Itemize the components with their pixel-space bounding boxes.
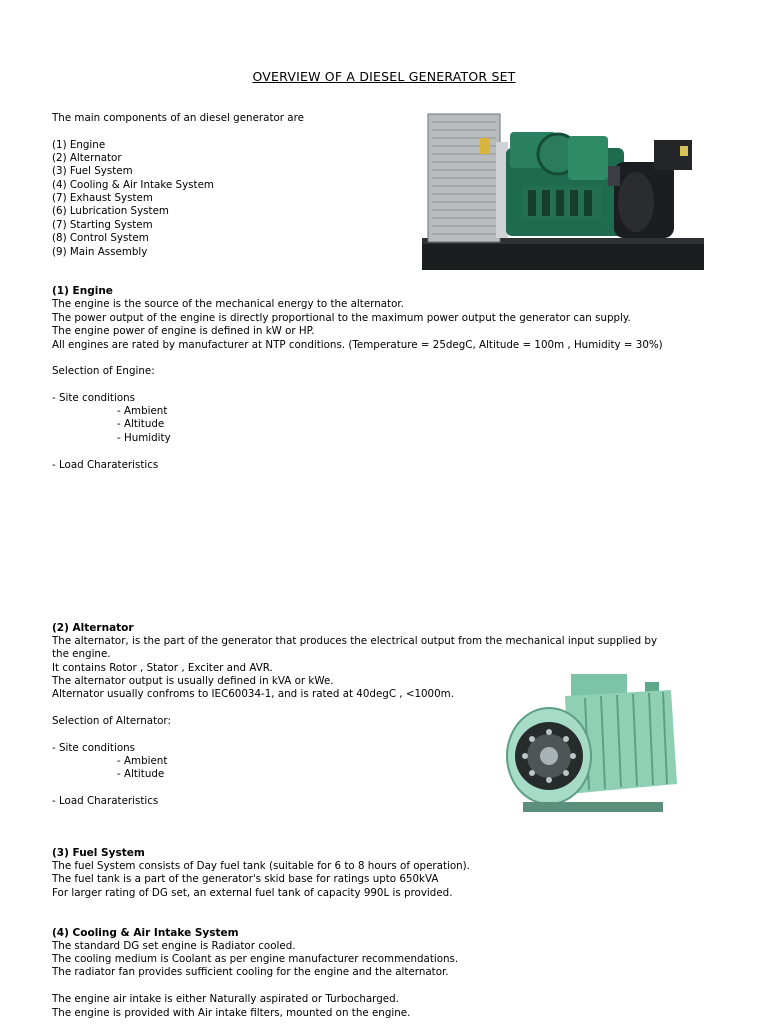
fuel-text: The fuel tank is a part of the generator's skid base for ratings upto 650kVA (52, 873, 439, 885)
alternator-load: - Load Charateristics (52, 795, 159, 807)
alternator-ambient: - Ambient (117, 755, 168, 767)
component-item: (4) Cooling & Air Intake System (52, 179, 214, 191)
alternator-text: The alternator output is usually defined in kVA or kWe. (52, 675, 334, 687)
engine-humidity: - Humidity (117, 432, 171, 444)
component-item: (7) Starting System (52, 219, 153, 231)
component-item: (7) Exhaust System (52, 192, 153, 204)
engine-text: All engines are rated by manufacturer at NTP conditions. (Temperature = 25degC, Altitude = 100m , Humidity = 30%) (52, 339, 663, 351)
page-title: OVERVIEW OF A DIESEL GENERATOR SET (252, 69, 516, 84)
component-item: (9) Main Assembly (52, 246, 148, 258)
fuel-text: The fuel System consists of Day fuel tank (suitable for 6 to 8 hours of operation). (52, 860, 470, 872)
diesel-generator-image (418, 102, 708, 282)
section-heading: (4) Cooling & Air Intake System (52, 927, 239, 939)
engine-text: The engine is the source of the mechanical energy to the alternator. (52, 298, 404, 310)
engine-site-conditions: - Site conditions (52, 392, 136, 404)
cooling-text: The engine air intake is either Naturally aspirated or Turbocharged. (52, 993, 399, 1005)
cooling-text: The standard DG set engine is Radiator cooled. (52, 940, 296, 952)
component-item: (2) Alternator (52, 152, 122, 164)
component-item: (3) Fuel System (52, 165, 133, 177)
alternator-text: The alternator, is the part of the generator that produces the electrical output from the mechanical input supplied by (52, 635, 658, 647)
section-heading: (1) Engine (52, 285, 113, 297)
section-heading: (2) Alternator (52, 622, 134, 634)
section-heading: (3) Fuel System (52, 847, 145, 859)
alternator-selection: Selection of Alternator: (52, 715, 171, 727)
intro-text: The main components of an diesel generator are (52, 112, 304, 124)
component-item: (1) Engine (52, 139, 106, 151)
engine-ambient: - Ambient (117, 405, 168, 417)
engine-text: The engine power of engine is defined in kW or HP. (52, 325, 315, 337)
engine-altitude: - Altitude (117, 418, 165, 430)
component-item: (6) Lubrication System (52, 205, 169, 217)
engine-selection: Selection of Engine: (52, 365, 155, 377)
alternator-image (505, 668, 685, 820)
cooling-text: The engine is provided with Air intake filters, mounted on the engine. (52, 1007, 411, 1019)
cooling-text: The cooling medium is Coolant as per engine manufacturer recommendations. (52, 953, 459, 965)
alternator-altitude: - Altitude (117, 768, 165, 780)
alternator-text: It contains Rotor , Stator , Exciter and AVR. (52, 662, 273, 674)
cooling-text: The radiator fan provides sufficient cooling for the engine and the alternator. (52, 966, 449, 978)
alternator-site-conditions: - Site conditions (52, 742, 136, 754)
fuel-text: For larger rating of DG set, an external fuel tank of capacity 990L is provided. (52, 887, 453, 899)
alternator-text: the engine. (52, 648, 111, 660)
engine-load: - Load Charateristics (52, 459, 159, 471)
alternator-text: Alternator usually confroms to IEC60034-1, and is rated at 40degC , <1000m. (52, 688, 454, 700)
engine-text: The power output of the engine is directly proportional to the maximum power output the generator can supply. (52, 312, 631, 324)
component-item: (8) Control System (52, 232, 149, 244)
